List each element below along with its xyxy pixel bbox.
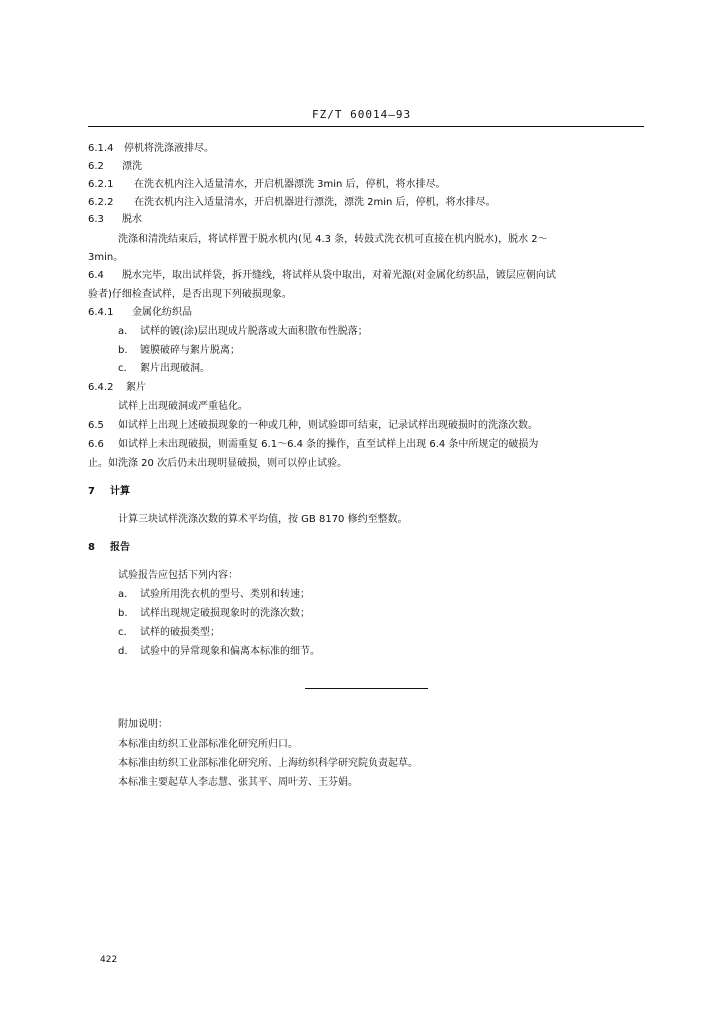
clause-text: 脱水完毕，取出试样袋，拆开缝线，将试样从袋中取出，对着光源(对金属化纺织品，镀层应朝向试 <box>122 270 556 281</box>
paragraph-6-4-2: 试样上出现破洞或严重毡化。 <box>118 401 248 412</box>
list-item-8-a <box>118 588 644 601</box>
clause-6-4-1 <box>88 306 644 319</box>
list-marker: c. <box>118 627 127 638</box>
clause-text: 如试样上出现上述破损现象的一种或几种，则试验即可结束，记录试样出现破损时的洗涤次数。 <box>118 420 538 431</box>
clause-6-1-4 <box>88 142 644 155</box>
clause-text: 漂洗 <box>122 161 142 172</box>
list-item-6-4-1-c <box>118 362 644 375</box>
clause-text: 如试样上未出现破损，则需重复 6.1～6.4 条的操作，直至试样上出现 6.4 条中所规定的破损为 <box>118 439 539 450</box>
paragraph-6-6-line-2: 止。如洗涤 20 次后仍未出现明显破损，则可以停止试验。 <box>88 458 348 469</box>
paragraph-6-4-line-2: 验者)仔细检查试样，是否出现下列破损现象。 <box>88 289 292 300</box>
clause-text: 在洗衣机内注入适量清水，开启机器漂洗 3min 后，停机，将水排尽。 <box>134 179 446 190</box>
paragraph-8: 试验报告应包括下列内容： <box>118 570 238 581</box>
list-marker: c. <box>118 363 127 374</box>
clause-text: 在洗衣机内注入适量清水，开启机器进行漂洗，漂洗 2min 后，停机，将水排尽。 <box>134 197 496 208</box>
section-number: 7 <box>88 486 95 497</box>
list-text: 试样的破损类型； <box>140 627 220 638</box>
list-marker: b. <box>118 608 128 619</box>
section-number: 8 <box>88 542 95 553</box>
clause-text: 絮片 <box>126 382 146 393</box>
section-title: 计算 <box>110 486 130 497</box>
document-code: FZ/T 60014—93 <box>312 108 412 121</box>
clause-6-2-1 <box>88 178 644 191</box>
list-marker: a. <box>118 326 128 337</box>
list-text: 试样的镀(涂)层出现成片脱落或大面积散布性脱落； <box>140 326 368 337</box>
clause-text: 金属化纺织品 <box>132 307 192 318</box>
section-title: 报告 <box>110 542 130 553</box>
list-text: 试验所用洗衣机的型号、类别和转速； <box>140 589 310 600</box>
notes-title: 附加说明： <box>118 719 168 730</box>
notes-line-1: 本标准由纺织工业部标准化研究所归口。 <box>118 739 298 750</box>
list-item-8-c <box>118 626 644 639</box>
list-text: 试样出现规定破损现象时的洗涤次数； <box>140 608 310 619</box>
clause-number: 6.6 <box>88 439 104 450</box>
list-marker: b. <box>118 345 128 356</box>
list-item-6-4-1-b <box>118 344 644 357</box>
clause-6-2 <box>88 160 644 173</box>
clause-number: 6.2.2 <box>88 197 114 208</box>
paragraph-6-3-line-2: 3min。 <box>88 252 124 263</box>
header-rule <box>88 126 644 127</box>
clause-text: 停机将洗涤液排尽。 <box>124 143 214 154</box>
list-text: 絮片出现破洞。 <box>140 363 210 374</box>
clause-number: 6.2 <box>88 161 104 172</box>
clause-6-2-2 <box>88 196 644 209</box>
notes-line-3: 本标准主要起草人李志慧、张其平、周叶芳、王芬娟。 <box>118 777 358 788</box>
paragraph-7: 计算三块试样洗涤次数的算术平均值，按 GB 8170 修约至整数。 <box>118 514 408 525</box>
list-text: 试验中的异常现象和偏离本标准的细节。 <box>140 646 320 657</box>
list-marker: d. <box>118 646 128 657</box>
clause-6-4-2 <box>88 381 644 394</box>
clause-6-4 <box>88 269 644 282</box>
page-number: 422 <box>100 955 118 965</box>
clause-6-5 <box>88 419 644 432</box>
clause-number: 6.4 <box>88 270 104 281</box>
clause-number: 6.4.1 <box>88 307 114 318</box>
list-text: 镀膜破碎与絮片脱离； <box>140 345 240 356</box>
list-item-8-d <box>118 645 644 658</box>
clause-text: 脱水 <box>122 214 142 225</box>
list-item-8-b <box>118 607 644 620</box>
clause-6-6 <box>88 438 644 451</box>
clause-number: 6.4.2 <box>88 382 114 393</box>
end-rule <box>305 688 428 689</box>
list-item-6-4-1-a <box>118 325 644 338</box>
clause-number: 6.1.4 <box>88 143 114 154</box>
notes-line-2: 本标准由纺织工业部标准化研究所、上海纺织科学研究院负责起草。 <box>118 758 418 769</box>
clause-6-3 <box>88 213 644 226</box>
clause-number: 6.3 <box>88 214 104 225</box>
clause-number: 6.2.1 <box>88 179 114 190</box>
paragraph-6-3-line-1: 洗涤和清洗结束后，将试样置于脱水机内(见 4.3 条，转鼓式洗衣机可直接在机内脱水)，脱水 2～ <box>118 234 548 245</box>
section-7-heading <box>88 485 644 498</box>
clause-number: 6.5 <box>88 420 104 431</box>
list-marker: a. <box>118 589 128 600</box>
section-8-heading <box>88 541 644 554</box>
